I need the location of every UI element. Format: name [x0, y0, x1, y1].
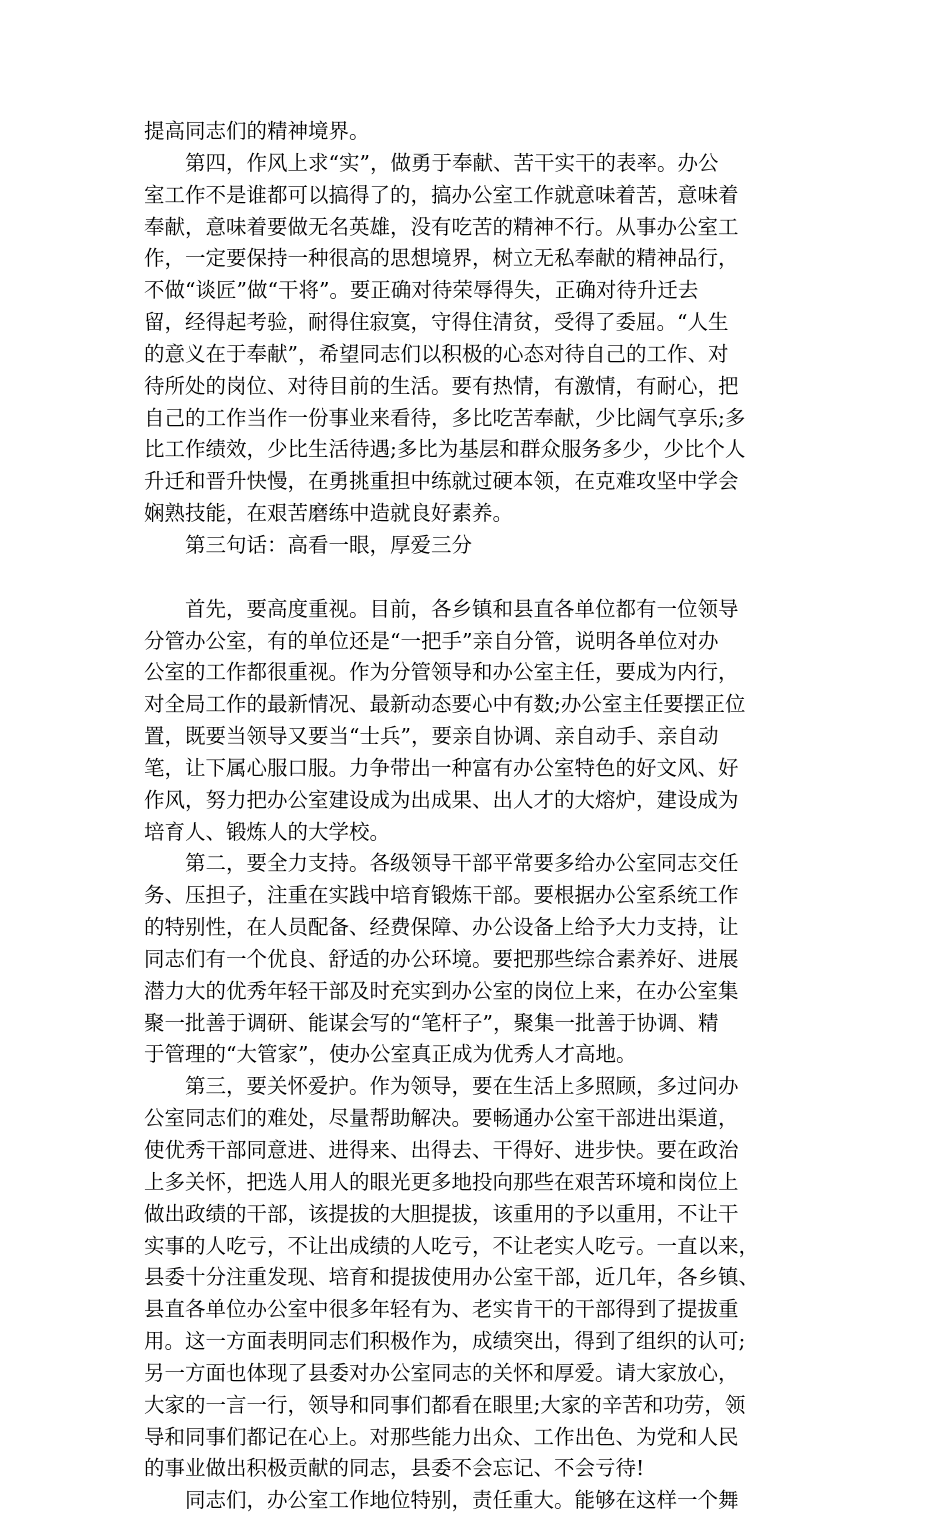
text-line: 务、压担子，注重在实践中培育锻炼干部。要根据办公室系统工作: [144, 883, 739, 908]
text-line: 实事的人吃亏，不让出成绩的人吃亏，不让老实人吃亏。一直以来，: [144, 1233, 759, 1258]
text-line: 县直各单位办公室中很多年轻有为、老实肯干的干部得到了提拔重: [144, 1297, 739, 1322]
text-line: 奉献，意味着要做无名英雄，没有吃苦的精神不行。从事办公室工: [144, 214, 739, 239]
text-line: 大家的一言一行，领导和同事们都看在眼里;大家的辛苦和功劳，领: [144, 1392, 746, 1417]
text-line: 分管办公室，有的单位还是“一把手”亲自分管，说明各单位对办: [144, 628, 719, 653]
text-line: 第二，要全力支持。各级领导干部平常要多给办公室同志交任: [144, 851, 739, 876]
text-line: 升迁和晋升快慢，在勇挑重担中练就过硬本领，在克难攻坚中学会: [144, 469, 739, 494]
text-line: 笔，让下属心服口服。力争带出一种富有办公室特色的好文风、好: [144, 755, 739, 780]
text-line: 同志们有一个优良、舒适的办公环境。要把那些综合素养好、进展: [144, 946, 739, 971]
text-line: 公室的工作都很重视。作为分管领导和办公室主任，要成为内行，: [144, 660, 739, 685]
text-line: 聚一批善于调研、能谋会写的“笔杆子”，聚集一批善于协调、精: [144, 1010, 719, 1035]
text-line: 提高同志们的精神境界。: [144, 119, 370, 143]
text-line: 比工作绩效，少比生活待遇;多比为基层和群众服务多少，少比个人: [144, 437, 746, 462]
text-line: 室工作不是谁都可以搞得了的，搞办公室工作就意味着苦，意味着: [144, 182, 739, 207]
text-line: 自己的工作当作一份事业来看待，多比吃苦奉献，少比阔气享乐;多: [144, 405, 746, 430]
text-line: 于管理的“大管家”，使办公室真正成为优秀人才高地。: [144, 1042, 637, 1067]
text-line: 娴熟技能，在艰苦磨练中造就良好素养。: [144, 501, 513, 526]
text-line: 的事业做出积极贡献的同志，县委不会忘记、不会亏待!: [144, 1456, 645, 1481]
text-line: 同志们，办公室工作地位特别，责任重大。能够在这样一个舞: [144, 1488, 739, 1513]
text-line: 做出政绩的干部，该提拔的大胆提拔，该重用的予以重用，不让干: [144, 1201, 739, 1226]
text-line: 第四，作风上求“实”，做勇于奉献、苦干实干的表率。办公: [144, 150, 719, 175]
text-line: 作，一定要保持一种很高的思想境界，树立无私奉献的精神品行，: [144, 246, 739, 271]
text-line: 使优秀干部同意进、进得来、出得去、干得好、进步快。要在政治: [144, 1138, 739, 1162]
text-line: 对全局工作的最新情况、最新动态要心中有数;办公室主任要摆正位: [144, 692, 746, 717]
text-line: 作风，努力把办公室建设成为出成果、出人才的大熔炉，建设成为: [144, 787, 739, 812]
text-line: 待所处的岗位、对待目前的生活。要有热情，有激情，有耐心，把: [144, 373, 739, 398]
text-line: 另一方面也体现了县委对办公室同志的关怀和厚爱。请大家放心，: [144, 1360, 739, 1385]
text-line: 置，既要当领导又要当“士兵”，要亲自协调、亲自动手、亲自动: [144, 724, 719, 749]
text-line: 用。这一方面表明同志们积极作为，成绩突出，得到了组织的认可;: [144, 1329, 746, 1354]
text-line: 留，经得起考验，耐得住寂寞，守得住清贫，受得了委屈。“人生: [144, 310, 729, 335]
text-line: 潜力大的优秀年轻干部及时充实到办公室的岗位上来，在办公室集: [144, 978, 739, 1003]
body-text: [144, 116, 820, 1517]
blank-line: [144, 562, 820, 594]
text-line: 的特别性，在人员配备、经费保障、办公设备上给予大力支持，让: [144, 915, 739, 940]
text-line: 导和同事们都记在心上。对那些能力出众、工作出色、为党和人民: [144, 1424, 739, 1449]
text-line: 培育人、锻炼人的大学校。: [144, 819, 390, 844]
text-line: 第三句话：高看一眼，厚爱三分: [144, 532, 472, 557]
text-line: 公室同志们的难处，尽量帮助解决。要畅通办公室干部进出渠道，: [144, 1106, 739, 1131]
text-line: 第三，要关怀爱护。作为领导，要在生活上多照顾，多过问办: [144, 1074, 739, 1099]
text-line: 首先，要高度重视。目前，各乡镇和县直各单位都有一位领导: [144, 596, 739, 621]
text-line: 不做“谈匠”做“干将”。要正确对待荣辱得失，正确对待升迁去: [144, 278, 699, 303]
text-line: 县委十分注重发现、培育和提拔使用办公室干部，近几年，各乡镇、: [144, 1265, 759, 1290]
text-line: 的意义在于奉献”，希望同志们以积极的心态对待自己的工作、对: [144, 341, 729, 366]
text-line: 上多关怀，把选人用人的眼光更多地投向那些在艰苦环境和岗位上: [144, 1169, 739, 1194]
